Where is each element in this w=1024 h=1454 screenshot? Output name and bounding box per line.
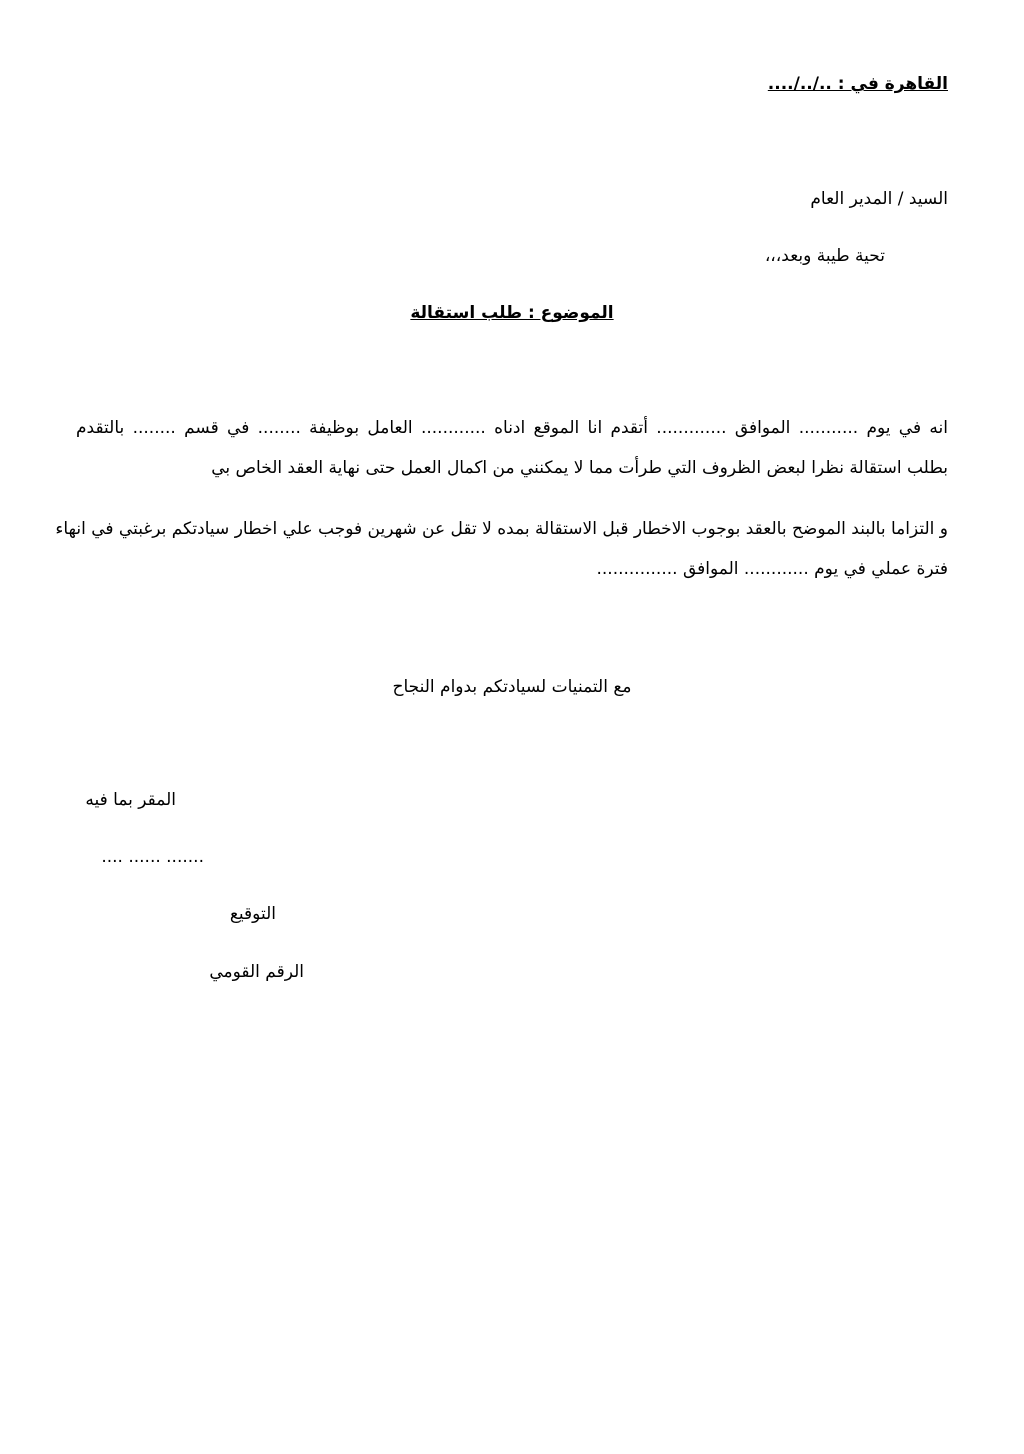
addressee: السيد / المدير العام — [810, 189, 948, 209]
paragraph-1-line-2: بطلب استقالة نظرا لبعض الظروف التي طرأت مما لا يمكنني من اكمال العمل حتى نهاية العقد الخاص بي — [211, 458, 948, 478]
paragraph-2 — [55, 517, 948, 581]
paragraph-2-line-2: فترة عملي في يوم ............ الموافق ............... — [596, 559, 948, 579]
name-placeholder-dots: ....... ...... .... — [101, 847, 204, 867]
date-line: القاهرة في : ../../.... — [767, 74, 948, 94]
signature-label: التوقيع — [229, 904, 276, 924]
acknowledgment-label: المقر بما فيه — [85, 790, 176, 810]
subject-line: الموضوع : طلب استقالة — [410, 303, 614, 323]
national-id-label: الرقم القومي — [209, 962, 304, 982]
paragraph-1 — [76, 416, 948, 480]
closing-wish: مع التمنيات لسيادتكم بدوام النجاح — [392, 677, 632, 697]
greeting: تحية طيبة وبعد،،، — [764, 246, 885, 266]
paragraph-1-line-1: انه في يوم ........... الموافق ............. أتقدم انا الموقع ادناه ............ العامل بوظيفة ........ في قسم ........ بالتقدم — [76, 418, 948, 438]
paragraph-2-line-1: و التزاما بالبند الموضح بالعقد بوجوب الاخطار قبل الاستقالة بمده لا تقل عن شهرين فوجب علي اخطار سيادتكم برغبتي في انهاء — [55, 519, 948, 539]
